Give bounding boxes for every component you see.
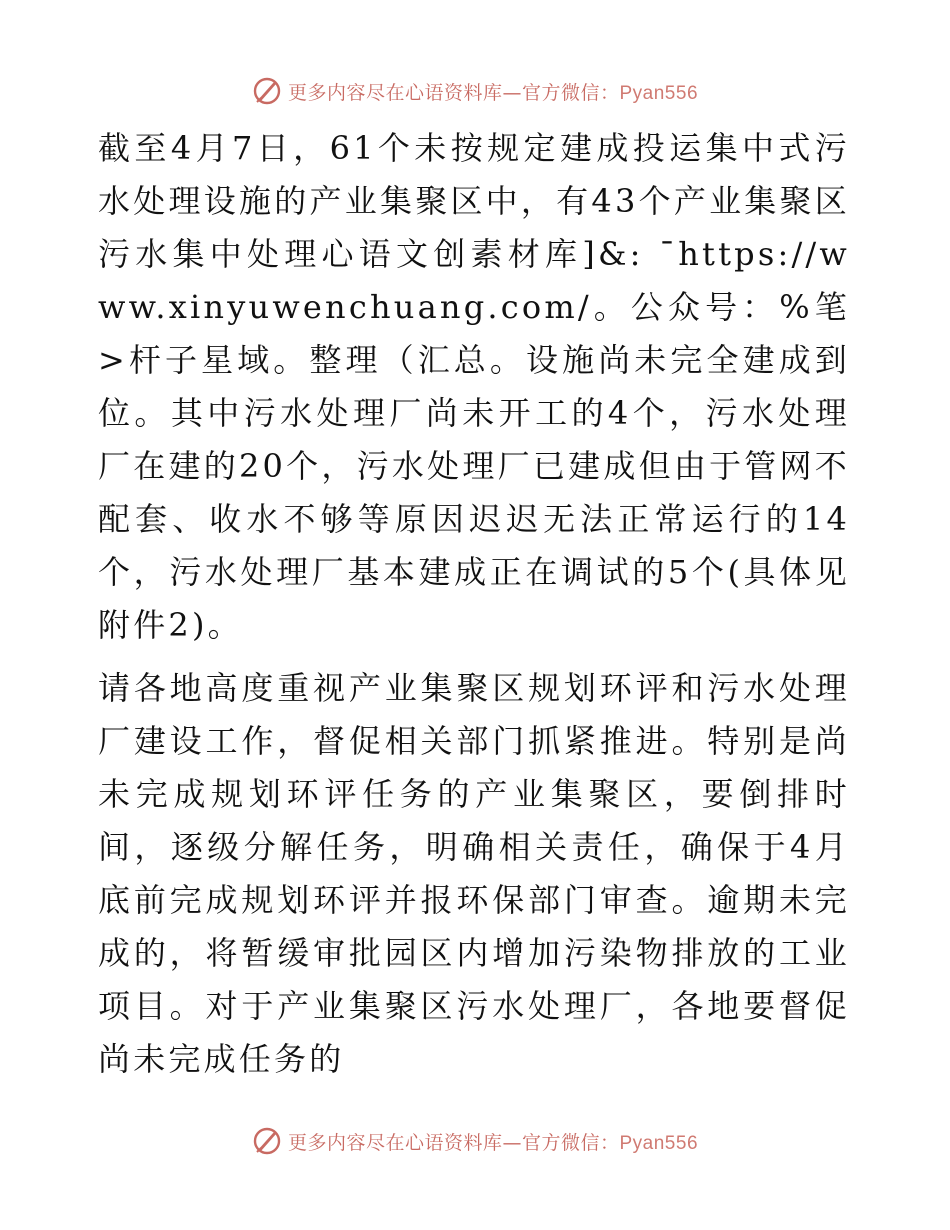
watermark-label: 更多内容尽在心语资料库—官方微信： (287, 81, 620, 104)
watermark-label: 更多内容尽在心语资料库—官方微信： (287, 1131, 620, 1154)
paragraph-2: 请各地高度重视产业集聚区规划环评和污水处理厂建设工作，督促相关部门抓紧推进。特别是尚未完成规划环评任务的产业集聚区，要倒排时间，逐级分解任务，明确相关责任，确保于4月底前完成规划环评并报环保部门审查。逾期未完成的，将暂缓审批园区内增加污染物排放的工业项目。对于产业集聚区污水处理厂，各地要督促尚未完成任务的 (98, 669, 850, 1078)
watermark-handle: Pyan556 (619, 1132, 699, 1154)
watermark-text (288, 1128, 698, 1155)
quill-seal-logo-icon (252, 76, 282, 106)
paragraph-1: 截至4月7日，61个未按规定建成投运集中式污水处理设施的产业集聚区中，有43个产业集聚区污水集中处理心语文创素材库]&: ¯https://www.xinyuwenchuang.com/。公众号：%笔>杆子星域。整理（汇总。设施尚未完全建成到位。其中污水处理厂尚未开工的4个，污水处理厂在建的20个，污水处理厂已建成但由于管网不配套、收水不够等原因迟迟无法正常运行的14个，污水处理厂基本建成正在调试的5个(具体见附件2)。 (98, 129, 850, 644)
watermark-text (288, 78, 698, 105)
header-watermark (0, 74, 950, 108)
quill-seal-logo-icon (252, 1126, 282, 1156)
watermark-handle: Pyan556 (619, 82, 699, 104)
footer-watermark (0, 1124, 950, 1158)
document-body (98, 122, 850, 1086)
